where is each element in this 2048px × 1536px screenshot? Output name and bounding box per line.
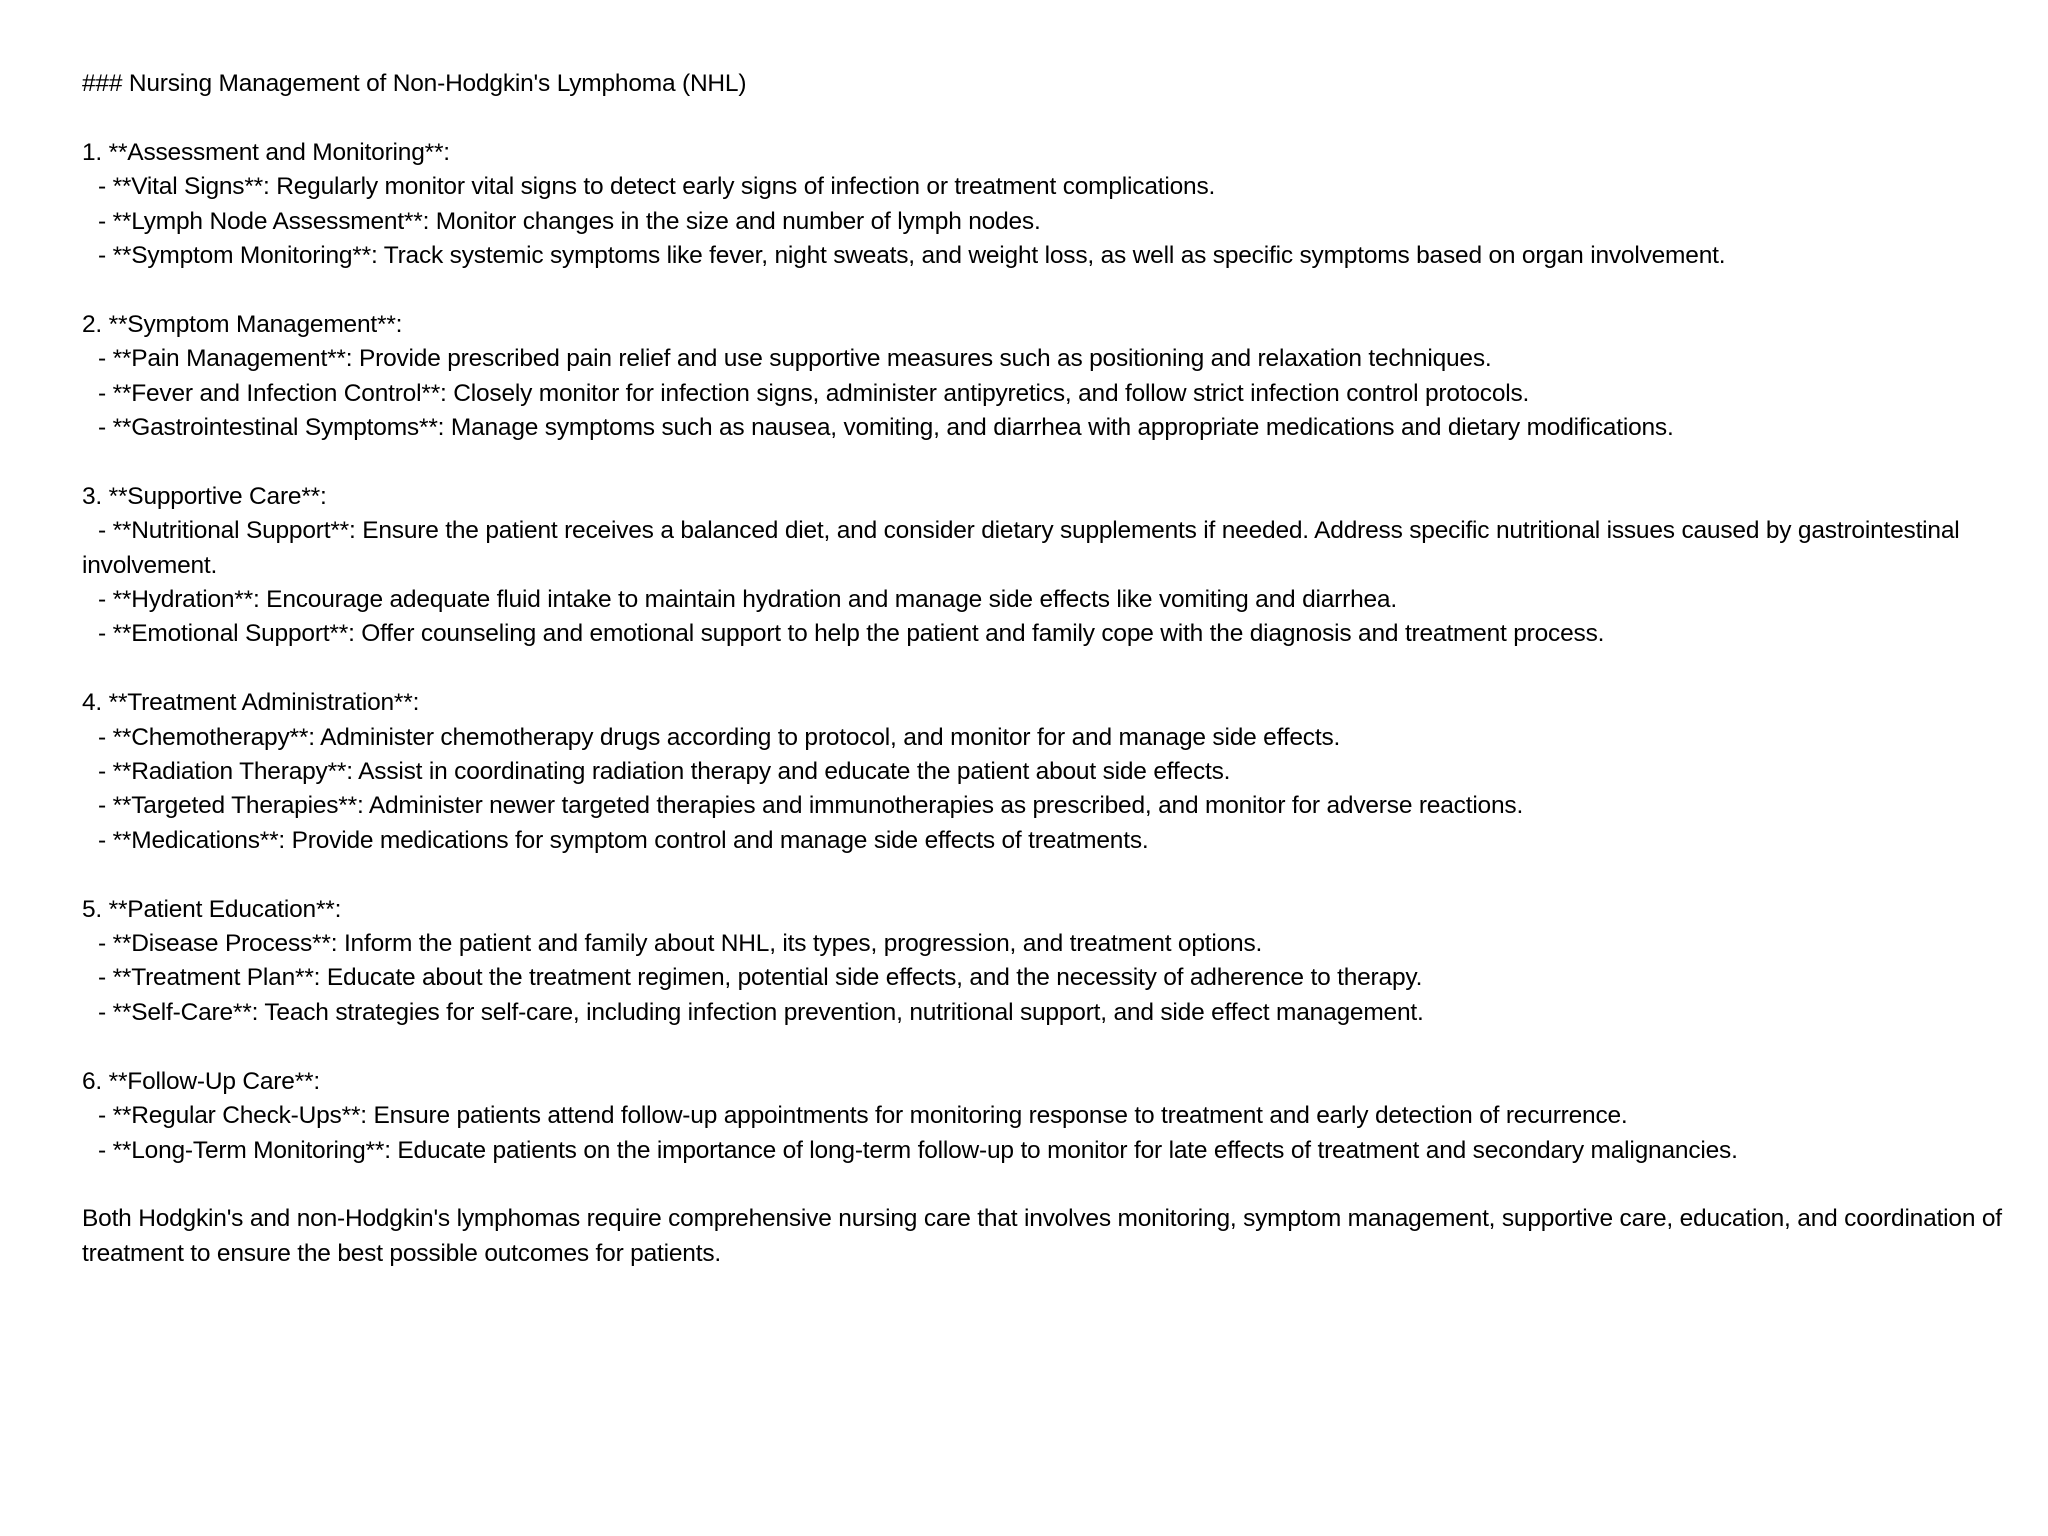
spacer xyxy=(82,1030,2012,1064)
list-item: - **Symptom Monitoring**: Track systemic symptoms like fever, night sweats, and weight loss, as well as specific symptoms based on organ involvement. xyxy=(98,242,1726,270)
list-item: - **Vital Signs**: Regularly monitor vital signs to detect early signs of infection or treatment complications. xyxy=(98,173,1216,201)
list-item: - **Nutritional Support**: Ensure the patient receives a balanced diet, and consider dietary supplements if needed. Address specific nutritional issues caused by gastrointestinal involvement. xyxy=(82,517,1967,579)
section-supportive-care xyxy=(82,480,2012,652)
list-item: - **Regular Check-Ups**: Ensure patients attend follow-up appointments for monitoring response to treatment and early detection of recurrence. xyxy=(98,1102,1628,1130)
section-follow-up-care xyxy=(82,1065,2012,1168)
list-item: - **Fever and Infection Control**: Closely monitor for infection signs, administer antipyretics, and follow strict infection control protocols. xyxy=(98,379,1530,407)
spacer xyxy=(82,858,2012,892)
section-treatment-administration xyxy=(82,686,2012,858)
list-item: - **Long-Term Monitoring**: Educate patients on the importance of long-term follow-up to monitor for late effects of treatment and secondary malignancies. xyxy=(98,1136,1738,1164)
section-title: 1. **Assessment and Monitoring**: xyxy=(82,138,450,166)
spacer xyxy=(82,445,2012,479)
list-item: - **Treatment Plan**: Educate about the treatment regimen, potential side effects, and the necessity of adherence to therapy. xyxy=(98,964,1423,992)
section-title: 3. **Supportive Care**: xyxy=(82,482,327,510)
list-item: - **Gastrointestinal Symptoms**: Manage symptoms such as nausea, vomiting, and diarrhea with appropriate medications and dietary modifications. xyxy=(98,414,1674,442)
document-heading: ### Nursing Management of Non-Hodgkin's Lymphoma (NHL) xyxy=(82,70,747,97)
section-title: 6. **Follow-Up Care**: xyxy=(82,1067,320,1095)
list-item: - **Hydration**: Encourage adequate fluid intake to maintain hydration and manage side effects like vomiting and diarrhea. xyxy=(98,586,1397,614)
list-item: - **Radiation Therapy**: Assist in coordinating radiation therapy and educate the patient about side effects. xyxy=(98,758,1231,786)
section-title: 4. **Treatment Administration**: xyxy=(82,689,420,717)
document-page xyxy=(82,67,2012,1271)
list-item: - **Emotional Support**: Offer counseling and emotional support to help the patient and family cope with the diagnosis and treatment process. xyxy=(98,620,1605,648)
section-symptom-management xyxy=(82,308,2012,446)
section-assessment-monitoring xyxy=(82,136,2012,274)
list-item: - **Targeted Therapies**: Administer newer targeted therapies and immunotherapies as prescribed, and monitor for adverse reactions. xyxy=(98,792,1524,820)
list-item: - **Disease Process**: Inform the patient and family about NHL, its types, progression, and treatment options. xyxy=(98,930,1263,958)
list-item: - **Pain Management**: Provide prescribed pain relief and use supportive measures such as positioning and relaxation techniques. xyxy=(98,345,1492,373)
spacer xyxy=(82,101,2012,135)
list-item: - **Self-Care**: Teach strategies for self-care, including infection prevention, nutritional support, and side effect management. xyxy=(98,998,1424,1026)
list-item: - **Medications**: Provide medications for symptom control and manage side effects of treatments. xyxy=(98,826,1149,854)
section-title: 2. **Symptom Management**: xyxy=(82,310,403,338)
section-patient-education xyxy=(82,893,2012,1031)
list-item: - **Chemotherapy**: Administer chemotherapy drugs according to protocol, and monitor for and manage side effects. xyxy=(98,723,1341,751)
section-title: 5. **Patient Education**: xyxy=(82,895,342,923)
spacer xyxy=(82,1168,2012,1202)
conclusion-paragraph: Both Hodgkin's and non-Hodgkin's lymphomas require comprehensive nursing care that involves monitoring, symptom management, supportive care, education, and coordination of treatment to ensure the best possible outcomes for patients. xyxy=(82,1205,2009,1267)
spacer xyxy=(82,652,2012,686)
list-item: - **Lymph Node Assessment**: Monitor changes in the size and number of lymph nodes. xyxy=(98,207,1041,235)
spacer xyxy=(82,273,2012,307)
